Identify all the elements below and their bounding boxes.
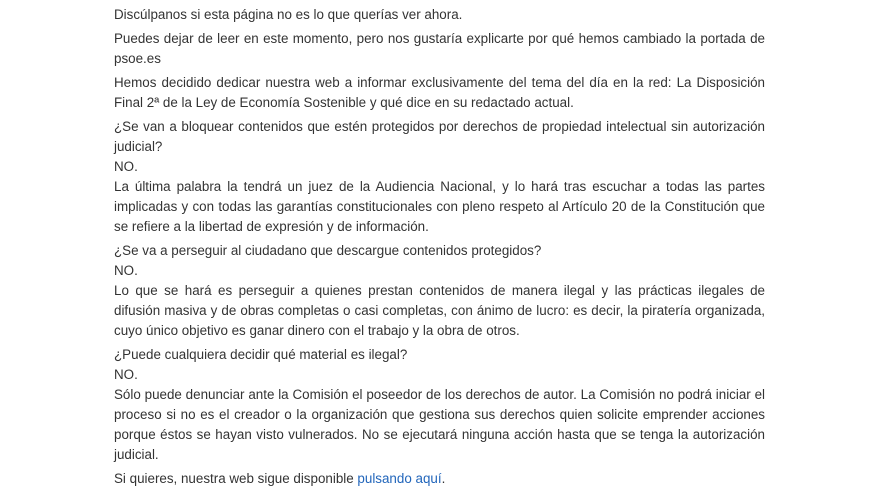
footer-paragraph [114, 469, 765, 489]
qa-block [114, 241, 765, 341]
qa-block [114, 117, 765, 237]
answer-text: NO. [114, 263, 138, 278]
decision-paragraph: Hemos decidido dedicar nuestra web a informar exclusivamente del tema del día en la red: La Disposición Final 2ª de la Ley de Economía Sostenible y qué dice en su redactado actual. [114, 75, 765, 110]
question-text: ¿Se van a bloquear contenidos que estén protegidos por derechos de propiedad intelectual sin autorización judicial? [114, 119, 765, 154]
explanation-text: Lo que se hará es perseguir a quienes prestan contenidos de manera ilegal y las prácticas ilegales de difusión masiva y de obras completas o casi completas, con ánimo de lucro: es decir, la piratería organizada, cuyo único objetivo es ganar dinero con el trabajo y la obra de otros. [114, 283, 765, 338]
qa-block [114, 345, 765, 465]
footer-text: Si quieres, nuestra web sigue disponible [114, 471, 358, 486]
question-text: ¿Puede cualquiera decidir qué material es ilegal? [114, 347, 408, 362]
explanation-text: Sólo puede denunciar ante la Comisión el poseedor de los derechos de autor. La Comisión no podrá iniciar el proceso si no es el creador o la organización que gestiona sus derechos quien solicite emprender acciones porque éstos se hayan visto vulnerados. No se ejecutará ninguna acción hasta que se tenga la autorización judicial. [114, 387, 765, 462]
answer-text: NO. [114, 367, 138, 382]
apology-paragraph: Discúlpanos si esta página no es lo que querías ver ahora. [114, 7, 463, 22]
article-content [114, 0, 765, 493]
answer-text: NO. [114, 159, 138, 174]
explanation-text: La última palabra la tendrá un juez de la Audiencia Nacional, y lo hará tras escuchar a todas las partes implicadas y con todas las garantías constitucionales con pleno respeto al Artículo 20 de la Constitución que se refiere a la libertad de expresión y de información. [114, 179, 765, 234]
footer-end: . [441, 471, 446, 486]
question-text: ¿Se va a perseguir al ciudadano que descargue contenidos protegidos? [114, 243, 542, 258]
website-link[interactable]: pulsando aquí [357, 471, 442, 486]
explain-paragraph: Puedes dejar de leer en este momento, pero nos gustaría explicarte por qué hemos cambiado la portada de psoe.es [114, 31, 765, 66]
